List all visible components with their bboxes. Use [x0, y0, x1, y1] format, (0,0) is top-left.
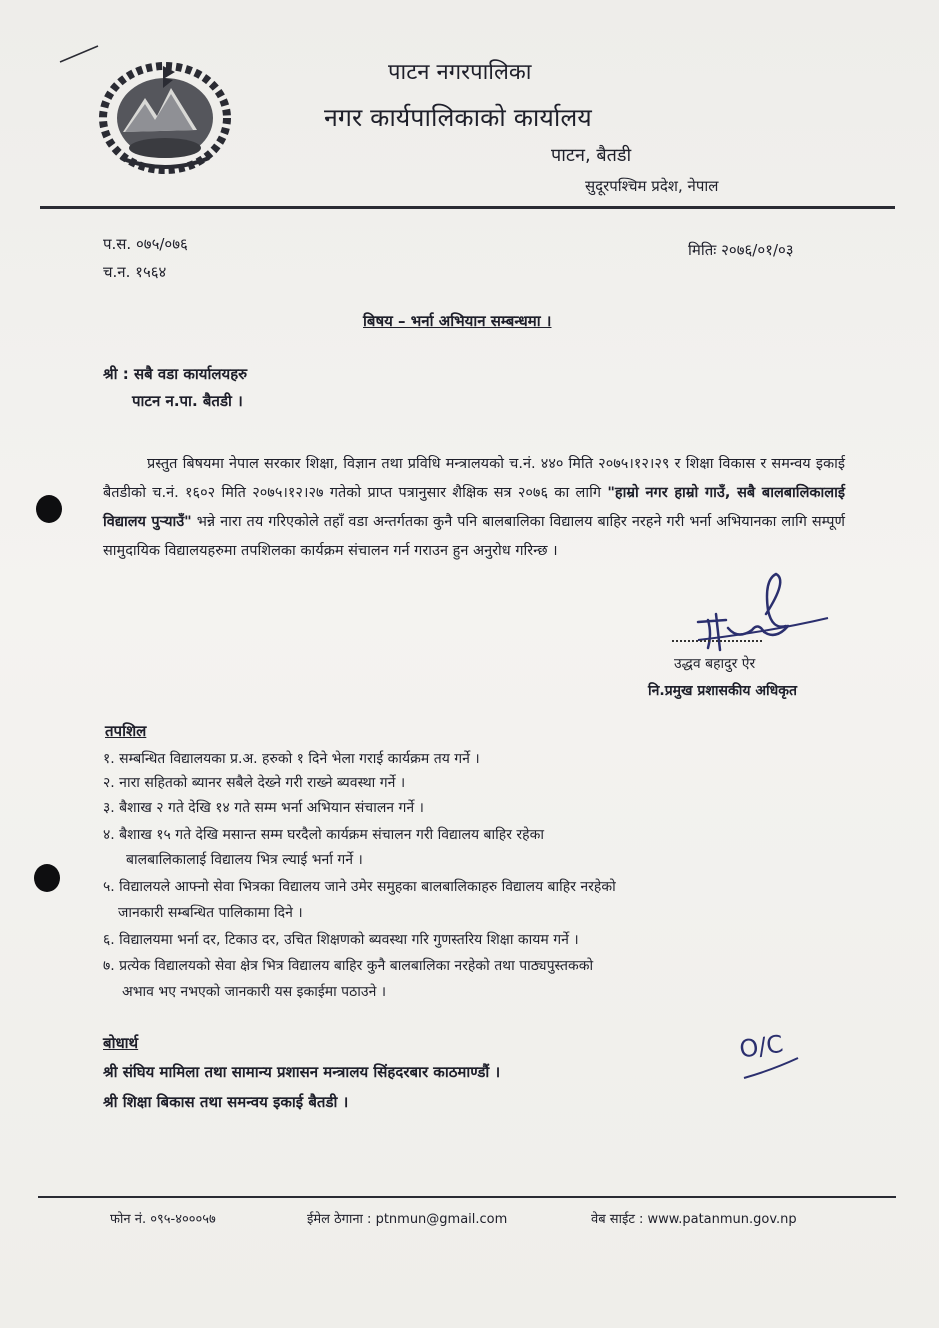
- office-name: नगर कार्यपालिकाको कार्यालय: [324, 103, 592, 132]
- handwritten-note: [736, 1020, 806, 1086]
- schedule-item: ४. बैशाख १५ गते देखि मसान्त सम्म घरदैलो कार्यक्रम संचालन गरी विद्यालय बाहिर रहेका: [103, 827, 544, 843]
- addressee-line-2: पाटन न.पा. बैतडी ।: [132, 392, 243, 410]
- schedule-item: ६. विद्यालयमा भर्ना दर, टिकाउ दर, उचित शिक्षणको ब्यवस्था गरि गुणस्तरिय शिक्षा कायम गर्ने ।: [103, 932, 579, 948]
- municipality-name: पाटन नगरपालिका: [388, 60, 532, 85]
- footer-phone: फोन नं. ०९५-४०००५७: [110, 1212, 216, 1227]
- nepal-emblem-icon: [93, 58, 238, 178]
- schedule-item: ३. बैशाख २ गते देखि १४ गते सम्म भर्ना अभियान संचालन गर्ने ।: [103, 800, 424, 816]
- schedule-item-continued: जानकारी सम्बन्धित पालिकामा दिने ।: [118, 905, 303, 921]
- footer-website: वेब साईट : www.patanmun.gov.np: [591, 1212, 797, 1227]
- signatory-title: नि.प्रमुख प्रशासकीय अधिकृत: [648, 683, 797, 699]
- cc-heading: बोधार्थ: [103, 1034, 139, 1052]
- body-text-part-1: प्रस्तुत बिषयमा नेपाल सरकार शिक्षा, विज्ञान तथा प्रविधि मन्त्रालयको च.नं. ४४० मिति २०७५।१२।२९ र शिक्षा विकास र समन्वय इकाई बैतडीको च.नं. १६०२ मिति २०७५।१२।२७ गतेको प्राप्त पत्रानुसार शैक्षिक सत्र २०७६ का लागि: [103, 456, 845, 501]
- oc-note-text: O/C: [737, 1029, 785, 1064]
- punch-hole: [36, 495, 62, 523]
- signature-image: [668, 570, 838, 662]
- footer-email: ईमेल ठेगाना : ptnmun@gmail.com: [307, 1212, 508, 1227]
- dispatch-number: च.न. १५६४: [103, 263, 167, 281]
- signatory-name: उद्धव बहादुर ऐर: [674, 656, 756, 672]
- letter-subject: बिषय – भर्ना अभियान सम्बन्धमा ।: [363, 312, 552, 330]
- letter-body: [103, 450, 845, 566]
- body-text-part-2: भन्ने नारा तय गरिएकोले तहाँ वडा अन्तर्गतका कुनै पनि बालबालिका विद्यालय बाहिर नरहने गरी भर्ना अभियानका लागि सम्पूर्ण सामुदायिक विद्यालयहरुमा तपशिलका कार्यक्रम संचालन गर्न गराउन हुन अनुरोध गरिन्छ ।: [103, 514, 845, 559]
- signature-dotted-line: [672, 640, 762, 642]
- schedule-item-continued: अभाव भए नभएको जानकारी यस इकाईमा पठाउने ।: [122, 984, 387, 1000]
- punch-hole: [34, 864, 60, 892]
- schedule-heading: तपशिल: [105, 722, 147, 740]
- fiscal-year: प.स. ०७५/०७६: [103, 235, 188, 253]
- header-divider: [40, 206, 895, 209]
- campaign-slogan: "हाम्रो नगर हाम्रो गाउँ, सबै बालबालिकालाई विद्यालय पुऱ्याउँ": [103, 485, 845, 530]
- office-location: पाटन, बैतडी: [551, 145, 632, 166]
- province-name: सुदूरपश्चिम प्रदेश, नेपाल: [585, 177, 719, 195]
- letter-date: मितिः २०७६/०१/०३: [688, 241, 794, 259]
- addressee-line-1: श्री : सबै वडा कार्यालयहरु: [103, 365, 248, 383]
- schedule-item: १. सम्बन्धित विद्यालयका प्र.अ. हरुको १ दिने भेला गराई कार्यक्रम तय गर्ने ।: [103, 751, 480, 767]
- schedule-item-continued: बालबालिकालाई विद्यालय भित्र ल्याई भर्ना गर्ने ।: [126, 852, 363, 868]
- cc-recipient: श्री संघिय मामिला तथा सामान्य प्रशासन मन्त्रालय सिंहदरबार काठमाण्डौं ।: [103, 1063, 501, 1081]
- cc-recipient: श्री शिक्षा बिकास तथा समन्वय इकाई बैतडी ।: [103, 1093, 349, 1111]
- pen-mark: [58, 42, 102, 66]
- schedule-item: ५. विद्यालयले आफ्नो सेवा भित्रका विद्यालय जाने उमेर समुहका बालबालिकाहरु विद्यालय बाहिर नरहेको: [103, 879, 616, 895]
- schedule-item: २. नारा सहितको ब्यानर सबैले देख्ने गरी राख्ने ब्यवस्था गर्ने ।: [103, 775, 406, 791]
- schedule-item: ७. प्रत्येक विद्यालयको सेवा क्षेत्र भित्र विद्यालय बाहिर कुनै बालबालिका नरहेको तथा पाठ्यपुस्तकको: [103, 958, 594, 974]
- footer-divider: [38, 1196, 896, 1198]
